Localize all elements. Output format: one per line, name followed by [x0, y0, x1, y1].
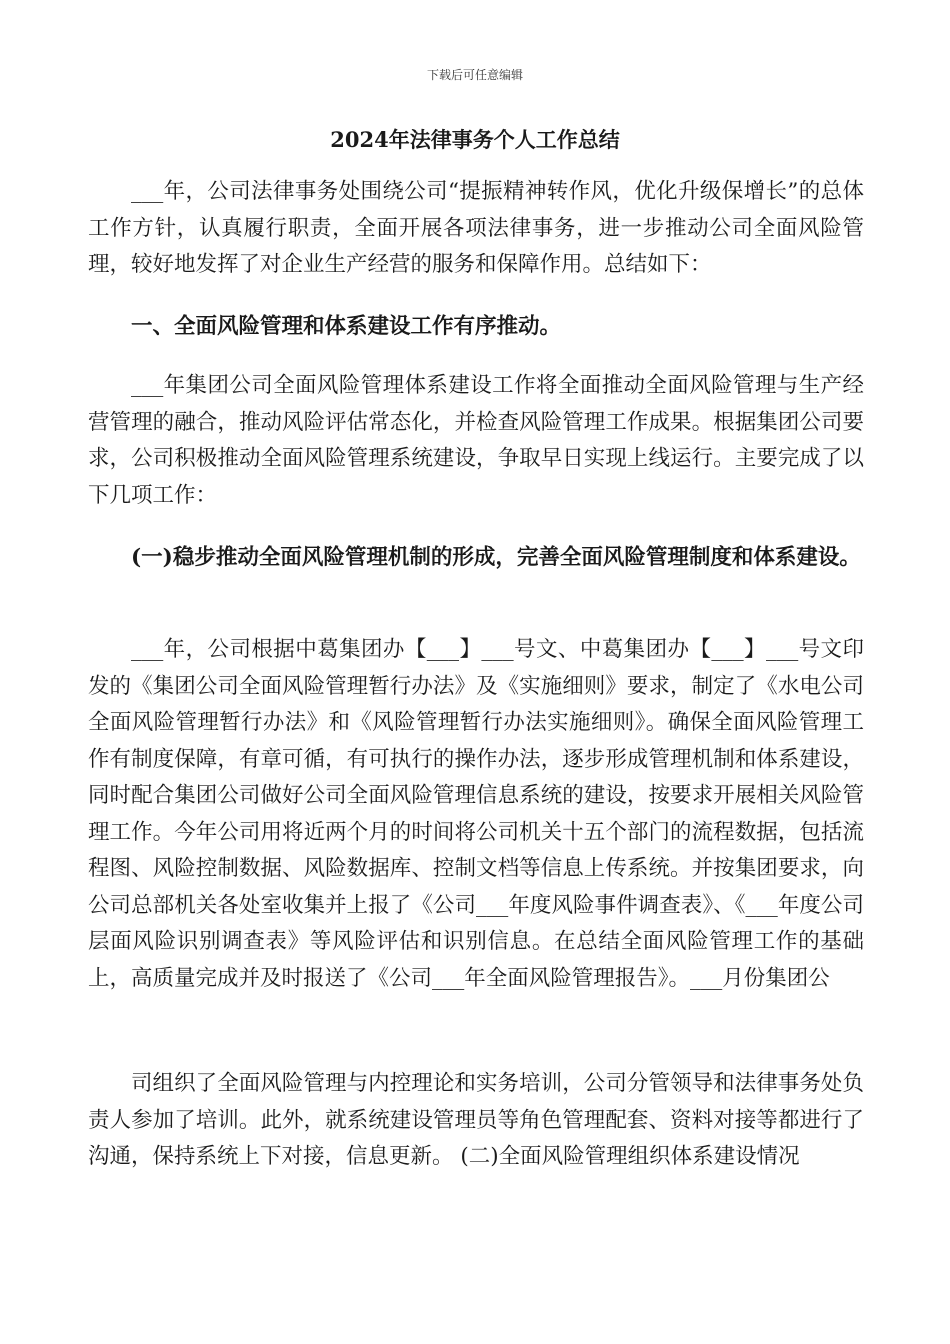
header-note: 下载后可任意编辑 [426, 68, 523, 82]
subsection1-heading: (一)稳步推动全面风险管理机制的形成，完善全面风险管理制度和体系建设。 [131, 545, 861, 570]
page-title: 2024年法律事务个人工作总结 [330, 127, 620, 152]
subsection1-paragraph: ___年，公司根据中葛集团办【___】___号文、中葛集团办【___】___号文印发的《集团公司全面风险管理暂行办法》及《实施细则》要求，制定了《水电公司全面风险管理暂行办法》和《风险管理暂行办法实施细则》。确保全面风险管理工作有制度保障，有章可循，有可执行的操作办法，逐步形成管理机制和体系建设，同时配合集团公司做好公司全面风险管理信息系统的建设，按要求开展相关风险管理工作。今年公司用将近两个月的时间将公司机关十五个部门的流程数据，包括流程图、风险控制数据、风险数据库、控制文档等信息上传系统。并按集团要求，向公司总部机关各处室收集并上报了《公司___年度风险事件调查表》、《___年度公司层面风险识别调查表》等风险评估和识别信息。在总结全面风险管理工作的基础上，高质量完成并及时报送了《公司___年全面风险管理报告》。___月份集团公 [88, 637, 864, 991]
section1-paragraph: ___年集团公司全面风险管理体系建设工作将全面推动全面风险管理与生产经营管理的融合，推动风险评估常态化，并检查风险管理工作成果。根据集团公司要求，公司积极推动全面风险管理系统建设，争取早日实现上线运行。主要完成了以下几项工作： [88, 373, 864, 508]
section1-heading: 一、全面风险管理和体系建设工作有序推动。 [131, 314, 562, 339]
intro-paragraph: ___年，公司法律事务处围绕公司“提振精神转作风，优化升级保增长”的总体工作方针，认真履行职责，全面开展各项法律事务，进一步推动公司全面风险管理，较好地发挥了对企业生产经营的服务和保障作用。总结如下： [88, 179, 864, 277]
continuation-paragraph: 司组织了全面风险管理与内控理论和实务培训，公司分管领导和法律事务处负责人参加了培训。此外，就系统建设管理员等角色管理配套、资料对接等都进行了沟通，保持系统上下对接，信息更新。 (二)全面风险管理组织体系建设情况 [88, 1071, 864, 1169]
